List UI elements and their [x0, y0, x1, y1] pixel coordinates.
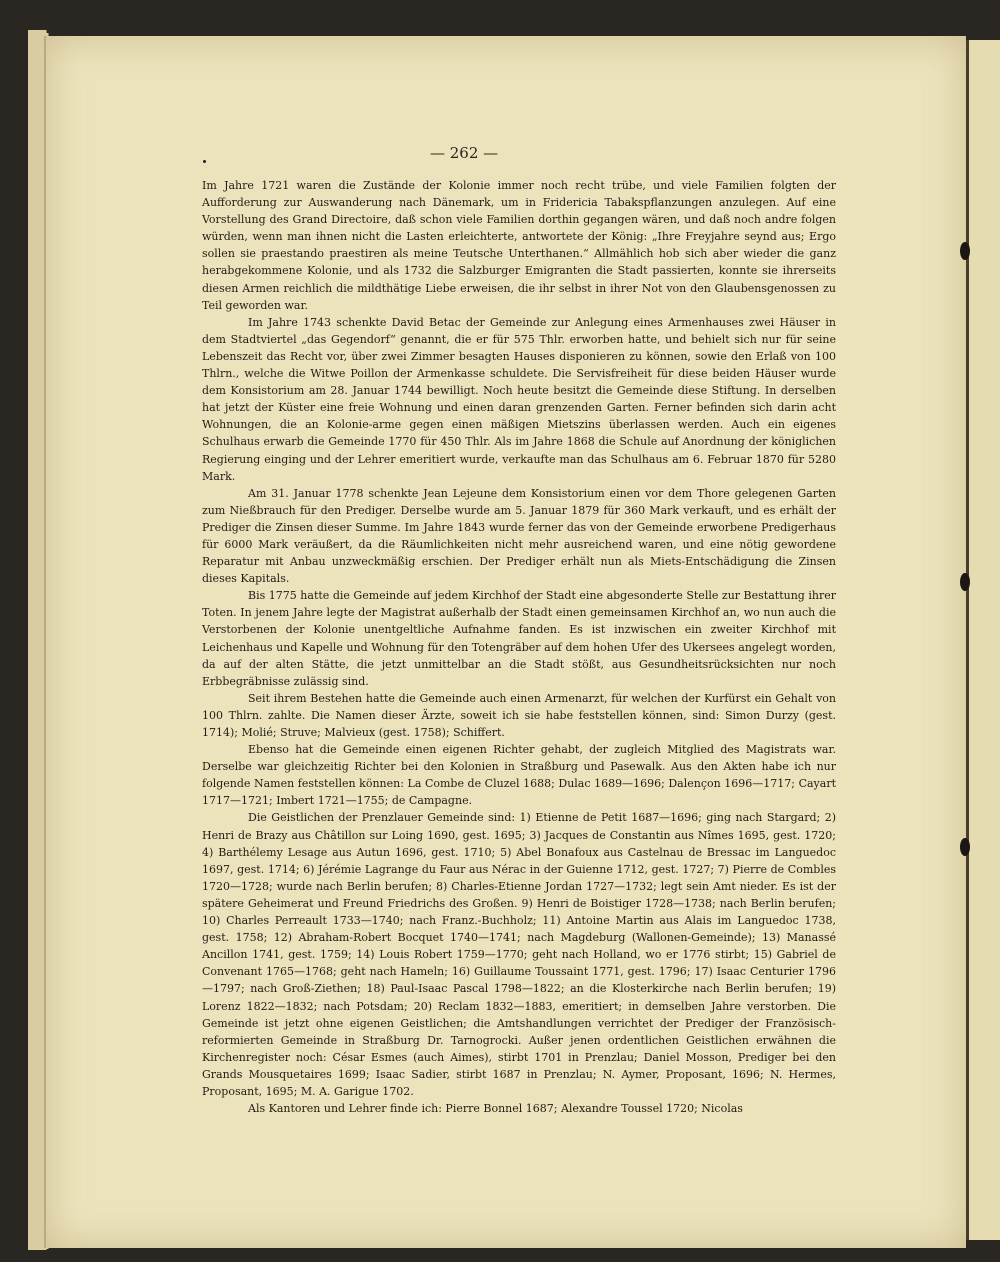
binding-hole: [960, 573, 970, 591]
paragraph: Als Kantoren und Lehrer finde ich: Pierre Bonnel 1687; Alexandre Toussel 1720; Nicolas: [248, 1102, 743, 1116]
paragraph: Am 31. Januar 1778 schenkte Jean Lejeune dem Konsistorium einen vor dem Thore gelegenen Garten zum Nießbrauch für den Prediger. Derselbe wurde am 5. Januar 1879 für 360 Mark verkauft, und es erhält der Prediger die Zinsen dieser Summe. Im Jahre 1843 wurde ferner das von der Gemeinde erworbene Predigerhaus für 6000 Mark veräußert, da die Räumlichkeiten nicht mehr ausreichend waren, und eine nötig gewordene Reparatur mit Anbau unzweckmäßig erschien. Der Prediger erhält nun als Miets-Entschädigung die Zinsen dieses Kapitals.: [202, 486, 836, 586]
binding-hole: [960, 242, 970, 260]
paragraph: Bis 1775 hatte die Gemeinde auf jedem Kirchhof der Stadt eine abgesonderte Stelle zur Bestattung ihrer Toten. In jenem Jahre legte der Magistrat außerhalb der Stadt einen gemeinsamen Kirchhof an, wo nun auch die Verstorbenen der Kolonie unentgeltliche Aufnahme fanden. Es ist inzwischen ein zweiter Kirchhof mit Leichenhaus und Kapelle und Wohnung für den Totengräber auf dem hohen Ufer des Ukersees angelegt worden, da auf der alten Stätte, die jetzt unmittelbar an die Stadt stößt, aus Gesundheitsrücksichten nur noch Erbbegräbnisse zulässig sind.: [202, 589, 836, 688]
ink-dot: [203, 160, 206, 163]
paragraph: Im Jahre 1721 waren die Zustände der Kolonie immer noch recht trübe, und viele Familien folgten der Aufforderung zur Auswanderung nach Dänemark, um in Fridericia Tabakspflanzungen anzulegen. Auf eine Vorstellung des Grand Directoire, daß schon viele Familien dorthin gegangen wären, und daß noch andre folgen würden, wenn man ihnen nicht die Lasten erleichterte, antwortete der König: „Ihre Freyjahre seynd aus; Ergo sollen sie praestando praestiren als meine Teutsche Unterthanen.“ Allmählich hob sich aber wieder die ganz herabgekommene Kolonie, und als 1732 die Salzburger Emigranten die Stadt passierten, konnte sie ihrerseits diesen Armen reichlich die mildthätige Liebe erweisen, die ihr selbst in ihrer Not von den Glaubensgenossen zu Teil geworden war.: [202, 179, 836, 312]
paragraph: Die Geistlichen der Prenzlauer Gemeinde sind: 1) Etienne de Petit 1687—1696; ging nach Stargard; 2) Henri de Brazy aus Châtillon sur Loing 1690, gest. 1695; 3) Jacques de Constantin aus Nîmes 1695, gest. 1720; 4) Barthélemy Lesage aus Autun 1696, gest. 1710; 5) Abel Bonafoux aus Castelnau de Bressac im Languedoc 1697, gest. 1714; 6) Jérémie Lagrange du Faur aus Nérac in der Guienne 1712, gest. 1727; 7) Pierre de Combles 1720—1728; wurde nach Berlin berufen; 8) Charles-Etienne Jordan 1727—1732; legt sein Amt nieder. Es ist der spätere Geheimerat und Freund Friedrichs des Großen. 9) Henri de Boistiger 1728—1738; nach Berlin berufen; 10) Charles Perreault 1733—1740; nach Franz.-Buchholz; 11) Antoine Martin aus Alais im Languedoc 1738, gest. 1758; 12) Abraham-Robert Bocquet 1740—1741; nach Magdeburg (Wallonen-Gemeinde); 13) Manassé Ancillon 1741, gest. 1759; 14) Louis Robert 1759—1770; geht nach Holland, wo er 1776 stirbt; 15) Gabriel de Convenant 1765—1768; geht nach Hameln; 16) Guillaume Toussaint 1771, gest. 1796; 17) Isaac Centurier 1796—1797; nach Groß-Ziethen; 18) Paul-Isaac Pascal 1798—1822; an die Klosterkirche nach Berlin berufen; 19) Lorenz 1822—1832; nach Potsdam; 20) Reclam 1832—1883, emeritiert; in demselben Jahre verstorben. Die Gemeinde ist jetzt ohne eigenen Geistlichen; die Amtshandlungen verrichtet der Prediger der Französisch-reformierten Gemeinde in Straßburg Dr. Tarnogrocki. Außer jenen ordentlichen Geistlichen erwähnen die Kirchenregister noch: César Esmes (auch Aimes), stirbt 1701 in Prenzlau; Daniel Mosson, Prediger bei den Grands Mousquetaires 1699; Isaac Sadier, stirbt 1687 in Prenzlau; N. Aymer, Proposant, 1696; N. Hermes, Proposant, 1695; M. A. Garigue 1702.: [202, 811, 836, 1098]
paragraph: Ebenso hat die Gemeinde einen eigenen Richter gehabt, der zugleich Mitglied des Magistrats war. Derselbe war gleichzeitig Richter bei den Kolonien in Straßburg und Pasewalk. Aus den Akten habe ich nur folgende Namen feststellen können: La Combe de Cluzel 1688; Dulac 1689—1696; Dalençon 1696—1717; Cayart 1717—1721; Imbert 1721—1755; de Campagne.: [202, 743, 836, 808]
page-number: — 262 —: [430, 144, 499, 162]
page-body: [202, 177, 836, 1117]
paragraph: Im Jahre 1743 schenkte David Betac der Gemeinde zur Anlegung eines Armenhauses zwei Häuser in dem Stadtviertel „das Gegendorf“ genannt, die er für 575 Thlr. erworben hatte, und behielt sich nur für seine Lebenszeit das Recht vor, über zwei Zimmer besagten Hauses disponieren zu können, sowie den Erlaß von 100 Thlrn., welche die Witwe Poillon der Armenkasse schuldete. Die Servisfreiheit für diese beiden Häuser wurde dem Konsistorium am 28. Januar 1744 bewilligt. Noch heute besitzt die Gemeinde diese Stiftung. In derselben hat jetzt der Küster eine freie Wohnung und einen daran grenzenden Garten. Ferner befinden sich darin acht Wohnungen, die an Kolonie-arme gegen einen mäßigen Mietszins überlassen werden. Auch ein eigenes Schulhaus erwarb die Gemeinde 1770 für 450 Thlr. Als im Jahre 1868 die Schule auf Anordnung der königlichen Regierung einging und der Lehrer emeritiert wurde, verkaufte man das Schulhaus am 6. Februar 1870 für 5280 Mark.: [202, 315, 836, 483]
paragraph: Seit ihrem Bestehen hatte die Gemeinde auch einen Armenarzt, für welchen der Kurfürst ein Gehalt von 100 Thlrn. zahlte. Die Namen dieser Ärzte, soweit ich sie habe feststellen können, sind: Simon Durzy (gest. 1714); Molié; Struve; Malvieux (gest. 1758); Schiffert.: [202, 691, 836, 739]
facing-page-edge: [966, 40, 1000, 1240]
binding-hole: [960, 838, 970, 856]
